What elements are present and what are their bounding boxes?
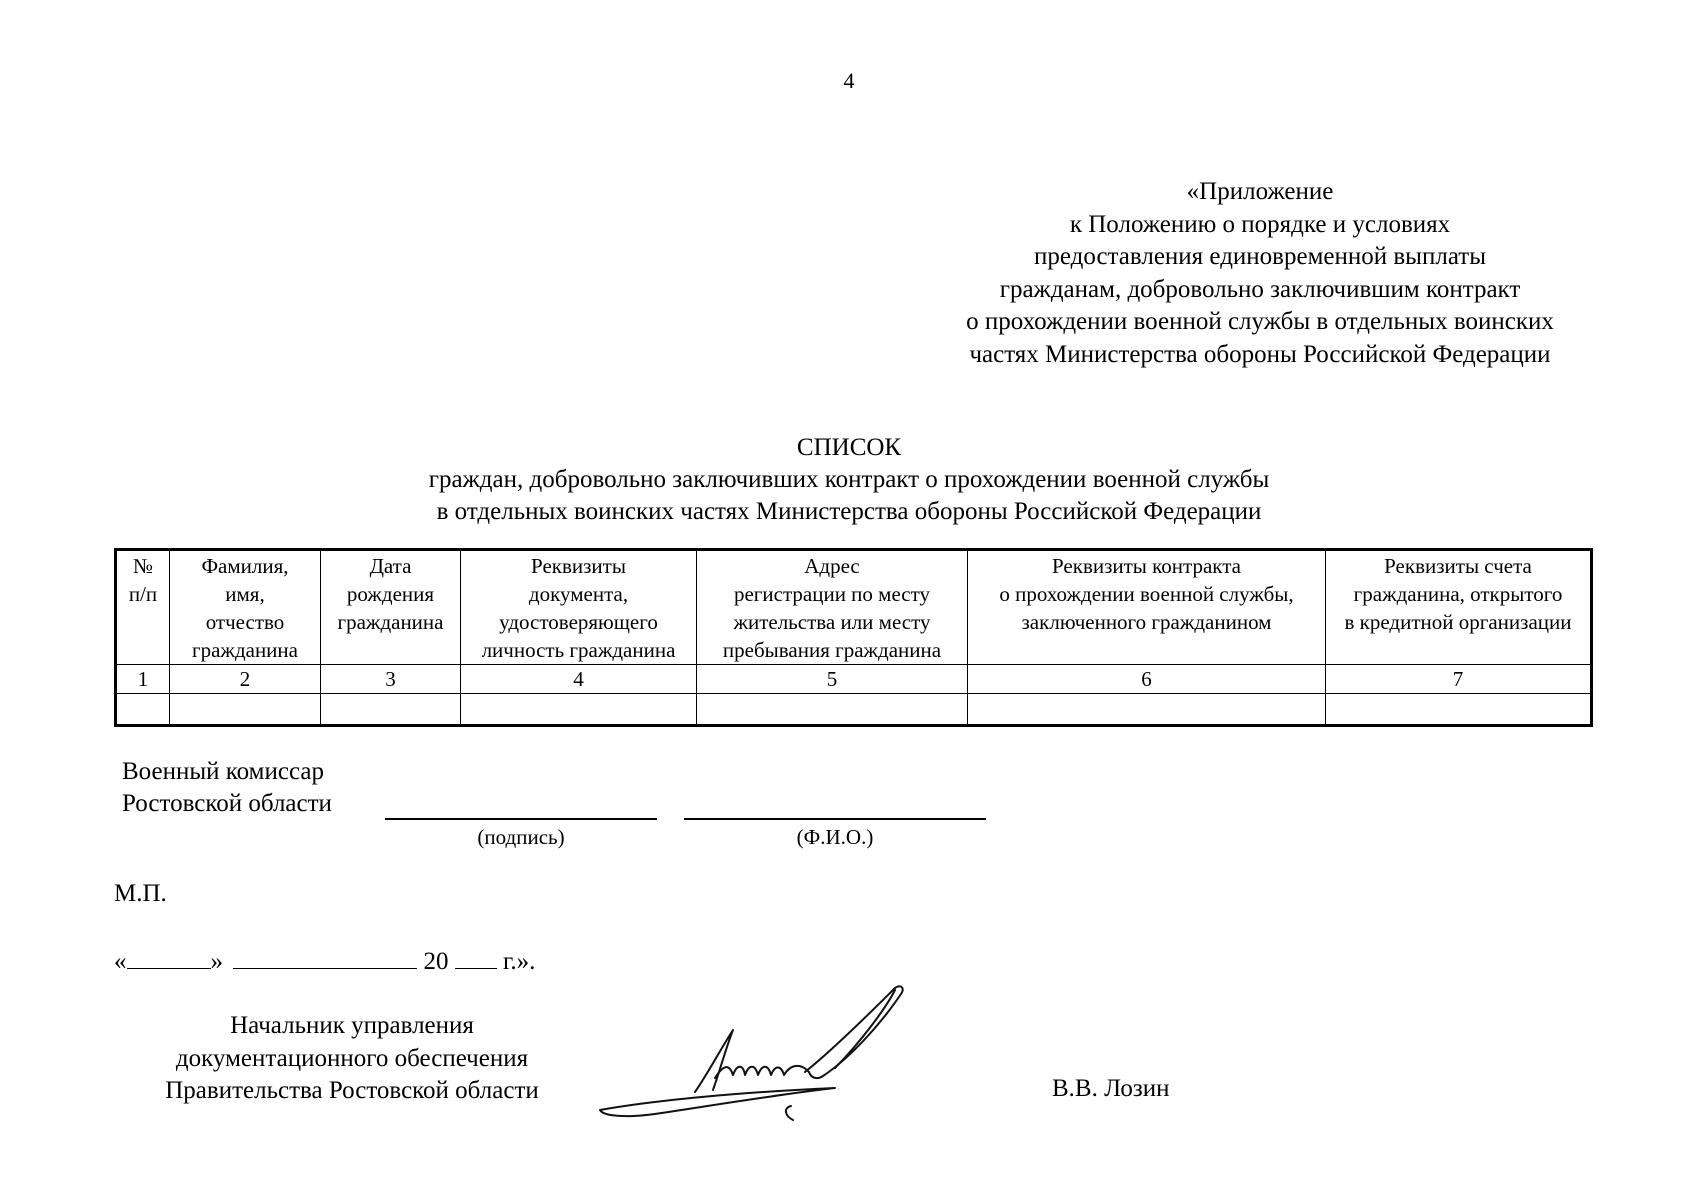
stamp-place-label: М.П.	[114, 880, 167, 907]
official-position-line: Правительства Ростовской области	[165, 1077, 539, 1104]
commissar-position	[122, 756, 332, 820]
appendix-line: частях Министерства обороны Российской Федерации	[969, 340, 1551, 368]
citizens-table	[114, 548, 1593, 727]
column-number-cell: 6	[968, 665, 1326, 694]
table-cell	[461, 694, 697, 726]
title-subtitle-line: граждан, добровольно заключивших контракт о прохождении военной службы	[428, 466, 1270, 493]
document-title	[0, 432, 1698, 528]
commissar-position-line: Военный комиссар	[122, 758, 324, 785]
appendix-line: о прохождении военной службы в отдельных воинских	[966, 308, 1554, 335]
column-number-cell: 3	[321, 665, 461, 694]
column-number-cell: 5	[697, 665, 968, 694]
header-cell-address: Адрес регистрации по месту жительства или месту пребывания гражданина	[697, 550, 968, 665]
column-number-cell: 2	[170, 665, 321, 694]
header-cell-contract: Реквизиты контракта о прохождении военной службы, заключенного гражданином	[968, 550, 1326, 665]
column-number-cell: 4	[461, 665, 697, 694]
commissar-position-line: Ростовской области	[122, 790, 332, 817]
header-cell-bank-account: Реквизиты счета гражданина, открытого в кредитной организации	[1326, 550, 1592, 665]
date-suffix: г.».	[503, 948, 536, 975]
header-cell-birth-date: Дата рождения гражданина	[321, 550, 461, 665]
date-close-quote: »	[210, 948, 223, 975]
appendix-line: «Приложение	[1186, 178, 1334, 205]
date-line	[114, 946, 535, 976]
table-row	[116, 694, 1592, 726]
header-cell-full-name: Фамилия, имя, отчество гражданина	[170, 550, 321, 665]
full-name-line	[684, 818, 986, 820]
title-heading: СПИСОК	[796, 434, 902, 461]
table-cell	[697, 694, 968, 726]
month-blank	[233, 946, 417, 969]
page-number: 4	[843, 68, 855, 93]
header-cell-number: № п/п	[116, 550, 170, 665]
official-name: В.В. Лозин	[1052, 1075, 1170, 1102]
appendix-line: гражданам, добровольно заключившим контракт	[999, 275, 1521, 303]
column-number-cell: 1	[116, 665, 170, 694]
table-cell	[321, 694, 461, 726]
handwritten-signature	[595, 980, 935, 1130]
full-name-caption: (Ф.И.О.)	[796, 825, 874, 849]
year-blank	[455, 946, 497, 969]
table-cell	[968, 694, 1326, 726]
table-cell	[1326, 694, 1592, 726]
table-header-row	[116, 550, 1592, 665]
official-position	[112, 1010, 592, 1108]
date-open-quote: «	[114, 948, 127, 975]
official-position-line: документационного обеспечения	[175, 1044, 529, 1072]
appendix-line: к Положению о порядке и условиях	[1069, 210, 1451, 238]
appendix-header	[900, 176, 1620, 371]
signature-line	[385, 818, 657, 820]
appendix-line: предоставления единовременной выплаты	[1033, 243, 1487, 270]
header-cell-id-document: Реквизиты документа, удостоверяющего личность гражданина	[461, 550, 697, 665]
title-subtitle-line: в отдельных воинских частях Министерства обороны Российской Федерации	[436, 498, 1262, 525]
table-column-number-row	[116, 665, 1592, 694]
day-blank	[127, 946, 211, 969]
column-number-cell: 7	[1326, 665, 1592, 694]
table-cell	[116, 694, 170, 726]
official-position-line: Начальник управления	[230, 1012, 474, 1039]
year-prefix: 20	[423, 948, 449, 975]
signature-caption: (подпись)	[477, 825, 565, 849]
table-cell	[170, 694, 321, 726]
